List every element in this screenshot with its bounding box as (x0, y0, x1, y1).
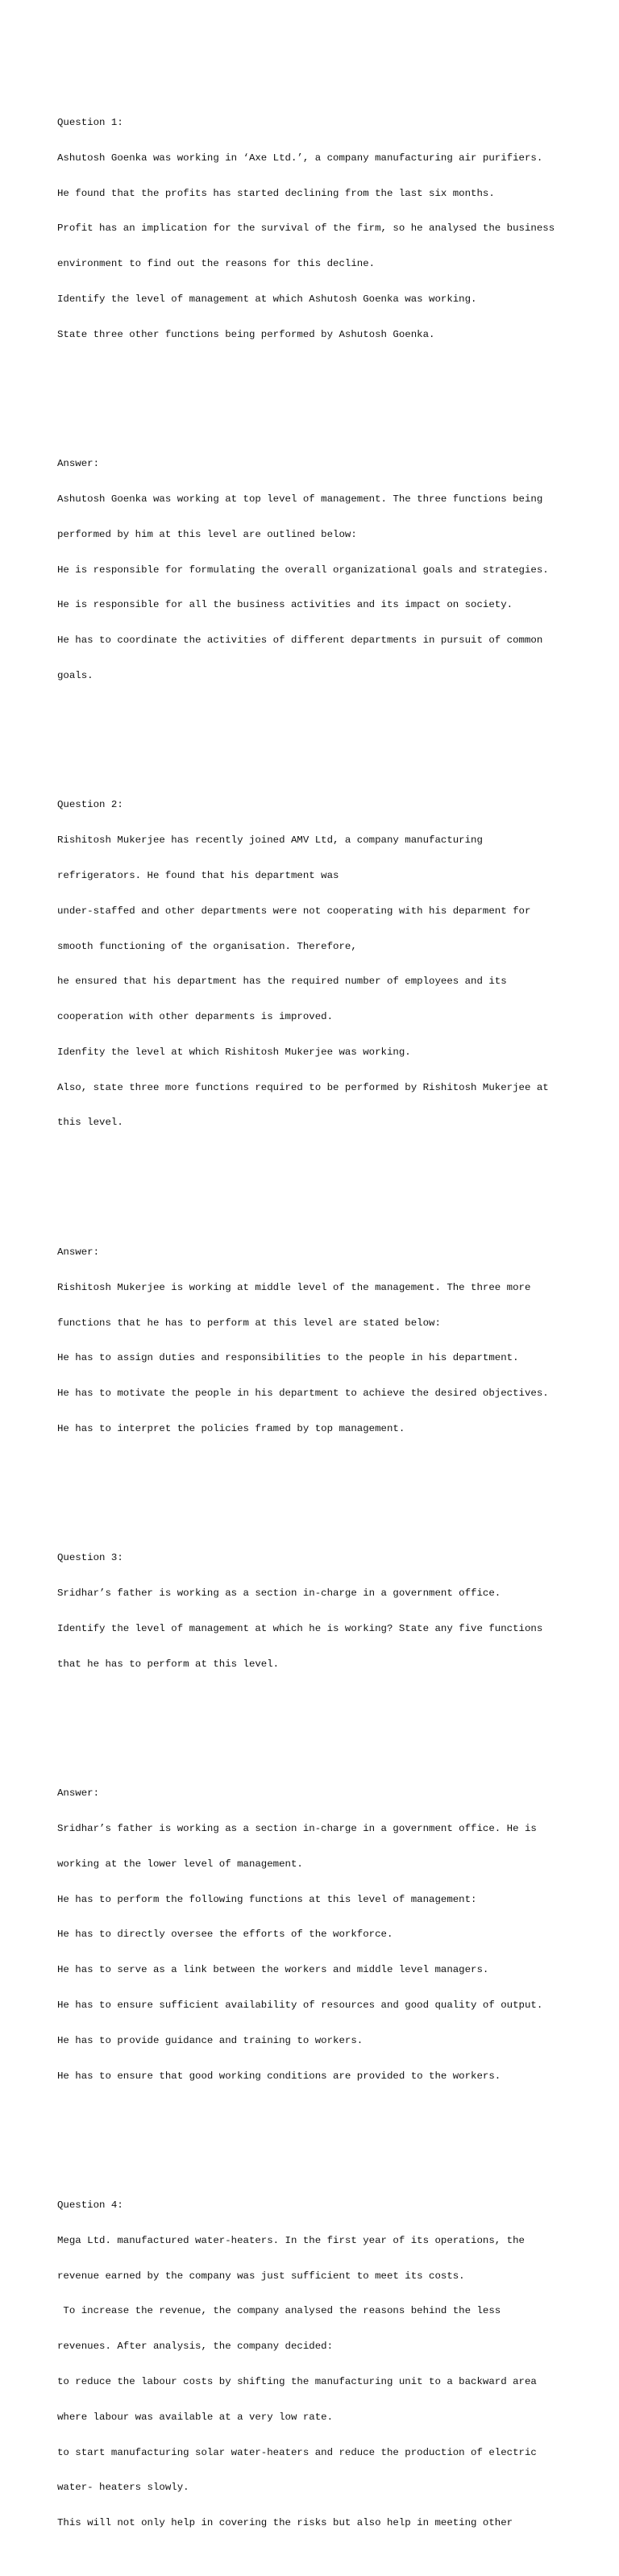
question-4-text-line: to start manufacturing solar water-heaters and reduce the production of electric (57, 2446, 537, 2458)
answer-2-text-line: Rishitosh Mukerjee is working at middle level of the management. The three more (57, 1281, 531, 1293)
question-1-text-line: He found that the profits has started declining from the last six months. (57, 187, 495, 199)
paragraph-gap (57, 729, 581, 741)
question-4-text-line: revenues. After analysis, the company decided: (57, 2341, 334, 2353)
question-4-heading: Question 4: (57, 2199, 123, 2212)
question-2-text-line: Also, state three more functions required to be performed by Rishitosh Mukerjee at (57, 1081, 549, 1093)
question-3-text-line: Identify the level of management at which he is working? State any five functions (57, 1622, 543, 1634)
paragraph-gap (57, 1482, 581, 1494)
question-1-text-line: Identify the level of management at which Ashutosh Goenka was working. (57, 293, 477, 305)
answer-3-block (57, 1764, 581, 2105)
answer-2-text-line: He has to interpret the policies framed by top management. (57, 1422, 405, 1434)
answer-2-text-line: He has to assign duties and responsibilities to the people in his department. (57, 1352, 519, 1364)
question-4-text-line: water- heaters slowly. (57, 2482, 189, 2494)
answer-1-heading: Answer: (57, 458, 100, 470)
question-4-text-line: This will not only help in covering the risks but also help in meeting other (57, 2517, 513, 2529)
question-4-text-line: To increase the revenue, the company analysed the reasons behind the less (57, 2305, 501, 2317)
question-2-text-line: Idenfity the level at which Rishitosh Mukerjee was working. (57, 1046, 411, 1058)
paragraph-gap (57, 1176, 581, 1188)
question-2-text-line: refrigerators. He found that his department was (57, 869, 339, 881)
answer-1-text-line: He has to coordinate the activities of different departments in pursuit of common (57, 635, 543, 647)
answer-3-text-line: working at the lower level of management. (57, 1858, 303, 1870)
question-4-text-line: Mega Ltd. manufactured water-heaters. In the first year of its operations, the (57, 2234, 525, 2246)
question-2-heading: Question 2: (57, 799, 123, 811)
question-2-text-line: Rishitosh Mukerjee has recently joined AMV Ltd, a company manufacturing (57, 834, 483, 847)
question-2-text-line: cooperation with other deparments is improved. (57, 1011, 334, 1023)
question-2-text-line: smooth functioning of the organisation. Therefore, (57, 940, 357, 952)
answer-3-text-line: Sridhar’s father is working as a section in-charge in a government office. He is (57, 1823, 537, 1835)
paragraph-gap (57, 1717, 581, 1729)
answer-2-text-line: functions that he has to perform at this level are stated below: (57, 1317, 441, 1329)
question-1-text-line: Profit has an implication for the survival of the firm, so he analysed the business (57, 223, 555, 235)
question-2-text-line: this level. (57, 1117, 123, 1129)
question-1-block (57, 94, 581, 364)
answer-3-text-line: He has to provide guidance and training to workers. (57, 2034, 364, 2046)
question-1-text-line: State three other functions being performed by Ashutosh Goenka. (57, 328, 435, 340)
answer-1-text-line: goals. (57, 669, 93, 681)
question-1-text-line: environment to find out the reasons for this decline. (57, 258, 376, 270)
question-3-heading: Question 3: (57, 1552, 123, 1564)
answer-1-text-line: performed by him at this level are outlined below: (57, 528, 357, 540)
paragraph-gap (57, 388, 581, 400)
question-2-text-line: under-staffed and other departments were not cooperating with his deparment for (57, 905, 531, 917)
question-4-text-line: to reduce the labour costs by shifting the manufacturing unit to a backward area (57, 2375, 537, 2387)
answer-2-block (57, 1223, 581, 1459)
answer-2-heading: Answer: (57, 1246, 100, 1258)
question-2-text-line: he ensured that his department has the required number of employees and its (57, 976, 507, 988)
answer-3-text-line: He has to serve as a link between the workers and middle level managers. (57, 1964, 489, 1976)
paragraph-gap (57, 2129, 581, 2141)
answer-1-text-line: He is responsible for all the business activities and its impact on society. (57, 599, 513, 611)
answer-1-block (57, 435, 581, 705)
answer-3-text-line: He has to ensure sufficient availability of resources and good quality of output. (57, 1999, 543, 2011)
answer-1-text-line: He is responsible for formulating the overall organizational goals and strategies. (57, 564, 549, 576)
question-4-text-line: revenue earned by the company was just sufficient to meet its costs. (57, 2270, 465, 2282)
answer-1-text-line: Ashutosh Goenka was working at top level of management. The three functions being (57, 493, 543, 505)
question-3-block (57, 1529, 581, 1693)
question-3-text-line: that he has to perform at this level. (57, 1658, 280, 1670)
question-4-block (57, 2176, 581, 2553)
document-page (57, 58, 581, 2576)
question-2-block (57, 776, 581, 1152)
answer-2-text-line: He has to motivate the people in his department to achieve the desired objectives. (57, 1388, 549, 1400)
answer-3-text-line: He has to directly oversee the efforts of the workforce. (57, 1929, 393, 1941)
question-4-text-line: where labour was available at a very low rate. (57, 2411, 334, 2423)
answer-3-heading: Answer: (57, 1787, 100, 1800)
question-3-text-line: Sridhar’s father is working as a section in-charge in a government office. (57, 1588, 501, 1600)
answer-3-text-line: He has to perform the following functions at this level of management: (57, 1893, 477, 1905)
answer-3-text-line: He has to ensure that good working conditions are provided to the workers. (57, 2070, 501, 2082)
question-1-heading: Question 1: (57, 116, 123, 128)
question-1-text-line: Ashutosh Goenka was working in ‘Axe Ltd.’, a company manufacturing air purifiers. (57, 152, 543, 164)
